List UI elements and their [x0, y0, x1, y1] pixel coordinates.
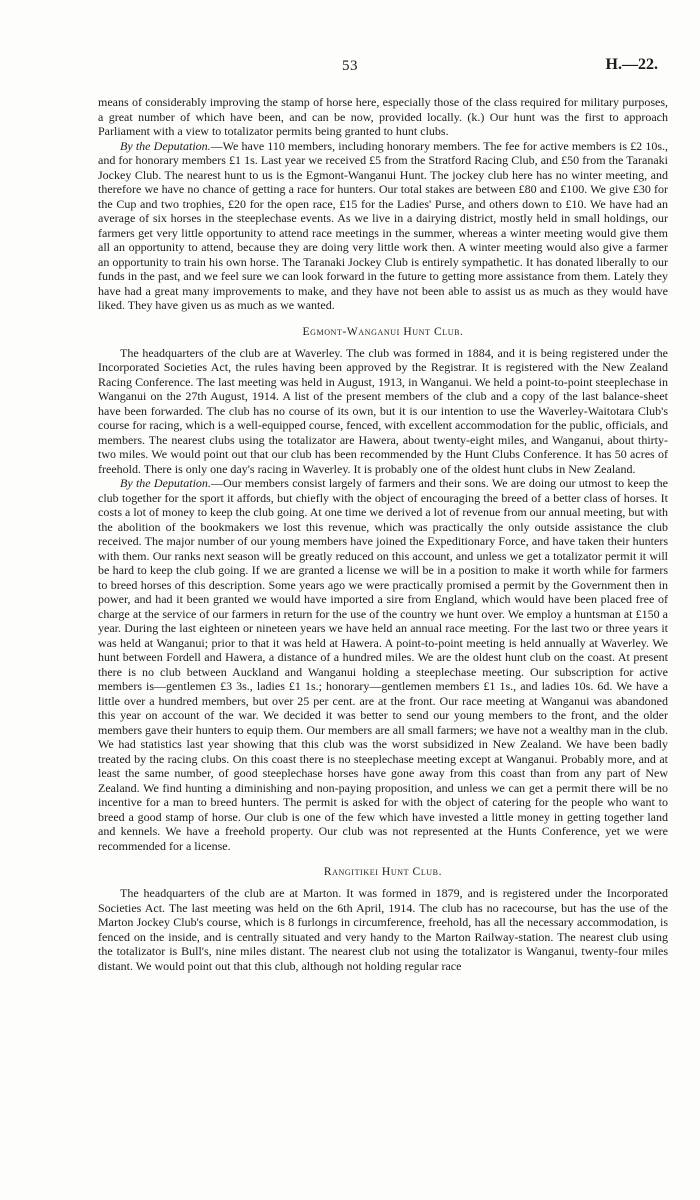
egmont-deputation-paragraph [98, 476, 668, 853]
intro-deputation-paragraph [98, 139, 668, 313]
egmont-paragraph: The headquarters of the club are at Waverley. The club was formed in 1884, and it is being registered under the Incorporated Societies Act, the rules having been approved by the Registrar. It is registered with the New Zealand Racing Conference. The last meeting was held in August, 1913, in Wanganui. We held a point-to-point steeplechase in Wanganui on the 27th August, 1914. A list of the present members of the club and a copy of the last balance-sheet have been forwarded. The club has no course of its own, but it is our intention to use the Waverley-Waitotara Club's course for racing, which is a well-equipped course, fenced, with excellent accommodation for the public, officials, and members. The nearest clubs using the totalizator are Hawera, about twenty-eight miles, and Wanganui, about thirty-two miles. We would point out that our club has been recommended by the Hunt Clubs Conference. It has 50 acres of freehold. There is only one day's racing in Waverley. It is probably one of the oldest hunt clubs in New Zealand. [98, 345, 668, 476]
deputation-label: By the Deputation. [120, 138, 211, 153]
rangitikei-paragraph: The headquarters of the club are at Marton. It was formed in 1879, and is registered under the Incorporated Societies Act. The last meeting was held on the 6th April, 1914. The club has no racecourse, but has the use of the Marton Jockey Club's course, which is 8 furlongs in circumference, freehold, has all the necessary accommodation, is fenced on the inside, and is centrally situated and very handy to the Marton Railway-station. The nearest club using the totalizator is Bull's, nine miles distant. The nearest club not using the totalizator is Wanganui, twenty-four miles distant. We would point out that this club, although not holding regular race [98, 886, 668, 973]
page-body [98, 95, 668, 973]
deputation-label: By the Deputation. [120, 476, 211, 490]
deputation-text: —Our members consist largely of farmers and their sons. We are doing our utmost to keep the club together for the sport it affords, but chiefly with the object of encouraging the breed of a better class of horses. It costs a lot of money to keep the club going. At one time we derived a lot of revenue from our annual meeting, but with the abolition of the bookmakers we lost this revenue, which was practically the only outside assistance the club received. The major number of our young members have joined the Expeditionary Force, and have taken their hunters with them. Our ranks next season will be greatly reduced on this account, and unless we get a totalizator permit it will be hard to keep the club going. If we are granted a license we will be in a position to make it worth while for farmers to breed horses of this description. Some years ago we were practically promised a permit by the Government then in power, and had it been granted we would have imported a sire from England, which would have been placed free of charge at the service of our farmers in return for the use of the country we hunt over. We employ a huntsman at £150 a year. During the last eighteen or nineteen years we have held an annual race meeting. For the last two or three years it was held at Wanganui; prior to that it was held at Hawera. A point-to-point meeting is held annually at Waverley. We hunt between Fordell and Hawera, a distance of a hundred miles. We are the oldest hunt club on the coast. At present there is no club between Auckland and Wanganui holding a steeplechase meeting. Our subscription for active members is—gentlemen £3 3s., ladies £1 1s.; honorary—gentlemen members £1 1s., and ladies 10s. 6d. We have a little over a hundred members, but over 25 per cent. are at the front. Our race meeting at Wanganui was abandoned this year on account of the war. We decided it was better to send our young members to the front, and the older members gave their hunters to equip them. Our members are all small farmers; we have not a wealthy man in the club. We had statistics last year showing that this club was the worst subsidized in New Zealand. We have been badly treated by the racing clubs. On this coast there is no steeplechase meeting except at Wanganui. Probably more, and at least the same number, of good steeplechase horses have gone away from this coast than from any part of New Zealand. We find hunting a diminishing and non-paying proposition, and unless we can get a permit there will be no incentive for a man to breed hunters. The permit is asked for with the object of catering for the people who want to breed a good stamp of horse. Our club is one of the few which have invested a little money in getting together land and kennels. We have a freehold property. Our club was not represented at the Hunts Conference, yet we were recommended for a license. [98, 476, 669, 853]
intro-paragraph: means of considerably improving the stamp of horse here, especially those of the class required for military purposes, a great number of which have been, and can be now, provided locally. (k.) Our hunt was the first to approach Parliament with a view to totalizator permits being granted to hunt clubs. [98, 95, 668, 138]
section-heading-rangitikei: Rangitikei Hunt Club. [323, 866, 443, 878]
page-number: 53 [342, 58, 358, 74]
section-heading-egmont-wanganui: Egmont-Wanganui Hunt Club. [302, 325, 464, 338]
document-reference: H.—22. [605, 56, 658, 73]
deputation-text: —We have 110 members, including honorary members. The fee for active members is £2 10s., and for honorary members £1 1s. Last year we received £5 from the Stratford Racing Club, and £50 from the Taranaki Jockey Club. The nearest hunt to us is the Egmont-Wanganui Hunt. The jockey club here has no winter meeting, and therefore we have no chance of getting a race for hunters. Our total stakes are between £80 and £100. We give £30 for the Cup and two trophies, £20 for the open race, £15 for the Ladies' Purse, and others down to £10. We have had an average of six horses in the steeplechase events. As we live in a dairying district, mostly held in small holdings, our farmers get very little opportunity to attend race meetings in the summer, whereas a winter meeting would give them all an opportunity to attend, because they are doing very little work then. A winter meeting would also give a farmer an opportunity to train his own horse. The Taranaki Jockey Club is entirely sympathetic. It has donated liberally to our funds in the past, and we feel sure we can look forward in the future to getting more assistance from them. Lately they have had a great many improvements to make, and they have not been able to assist us as much as they would have liked. They have given us as much as we wanted. [98, 138, 669, 312]
